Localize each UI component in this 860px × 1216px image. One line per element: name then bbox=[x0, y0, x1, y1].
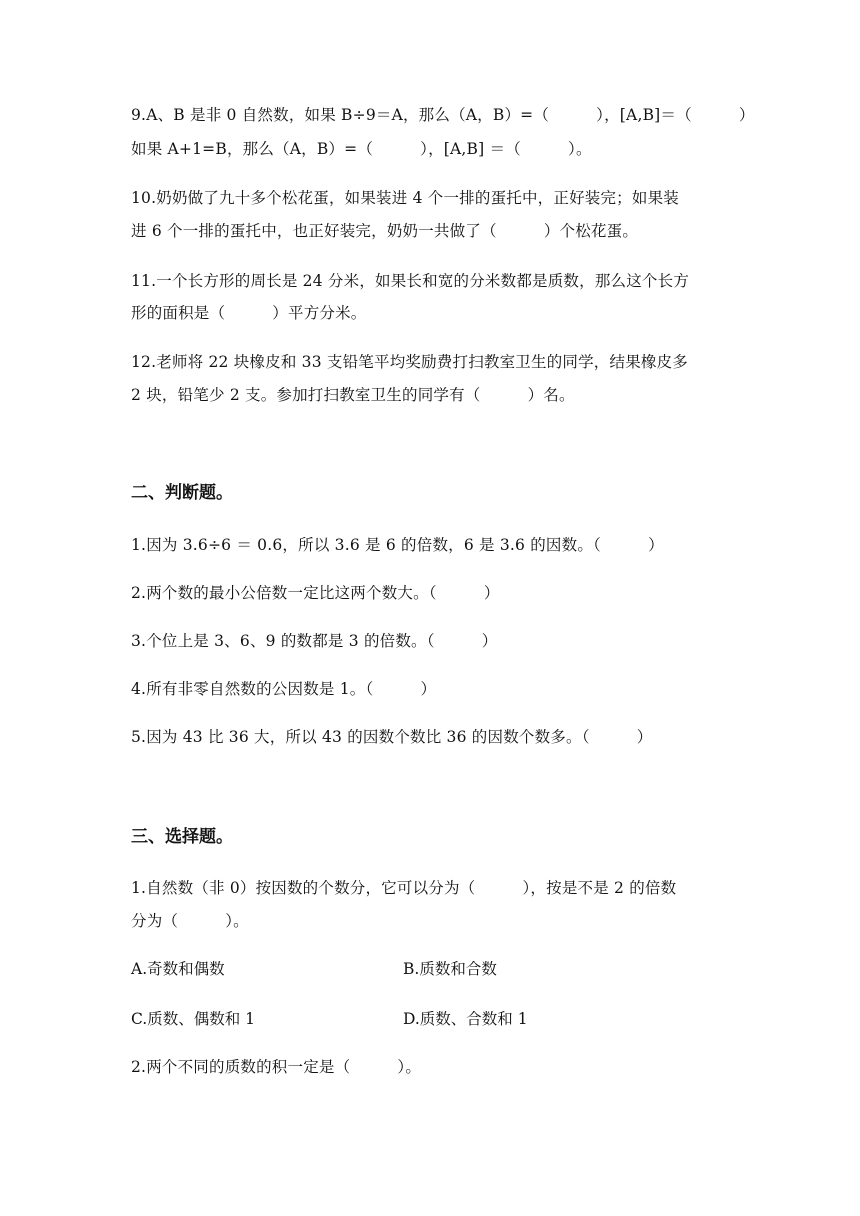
question-12-line-1: 12.老师将 22 块橡皮和 33 支铅笔平均奖励费打扫教室卫生的同学，结果橡皮多 bbox=[131, 353, 689, 371]
choice-question-1-line-1: 1.自然数（非 0）按因数的个数分，它可以分为（ ），按是不是 2 的倍数 bbox=[131, 879, 677, 897]
judgment-item-3: 3.个位上是 3、6、9 的数都是 3 的倍数。（ ） bbox=[131, 632, 498, 650]
choice-question-1-line-2: 分为（ ）。 bbox=[131, 912, 249, 930]
choice-option-b: B.质数和合数 bbox=[403, 960, 497, 978]
choice-option-a: A.奇数和偶数 bbox=[131, 960, 225, 978]
section-heading-judgment: 二、判断题。 bbox=[131, 483, 233, 503]
choice-option-c: C.质数、偶数和 1 bbox=[131, 1010, 256, 1028]
judgment-item-5: 5.因为 43 比 36 大，所以 43 的因数个数比 36 的因数个数多。（ ） bbox=[131, 728, 653, 746]
judgment-item-2: 2.两个数的最小公倍数一定比这两个数大。（ ） bbox=[131, 584, 500, 602]
question-9-line-1: 9.A、B 是非 0 自然数，如果 B÷9＝A，那么（A，B）=（ ），[A,B]＝（ ） bbox=[131, 106, 755, 124]
section-heading-choice: 三、选择题。 bbox=[131, 827, 233, 847]
choice-question-2-line-1: 2.两个不同的质数的积一定是（ ）。 bbox=[131, 1058, 422, 1076]
question-10-line-1: 10.奶奶做了九十多个松花蛋，如果装进 4 个一排的蛋托中，正好装完；如果装 bbox=[131, 189, 679, 207]
question-9-line-2: 如果 A+1=B，那么（A，B）=（ ），[A,B] ＝（ ）。 bbox=[131, 140, 592, 158]
question-10-line-2: 进 6 个一排的蛋托中，也正好装完，奶奶一共做了（ ）个松花蛋。 bbox=[131, 222, 639, 240]
judgment-item-4: 4.所有非零自然数的公因数是 1。（ ） bbox=[131, 680, 437, 698]
choice-option-d: D.质数、合数和 1 bbox=[403, 1010, 528, 1028]
judgment-item-1: 1.因为 3.6÷6 ＝ 0.6，所以 3.6 是 6 的倍数，6 是 3.6 的因数。（ ） bbox=[131, 536, 664, 554]
question-12-line-2: 2 块，铅笔少 2 支。参加打扫教室卫生的同学有（ ）名。 bbox=[131, 386, 575, 404]
question-11-line-2: 形的面积是（ ）平方分米。 bbox=[131, 304, 367, 322]
question-11-line-1: 11.一个长方形的周长是 24 分米，如果长和宽的分米数都是质数，那么这个长方 bbox=[131, 272, 690, 290]
